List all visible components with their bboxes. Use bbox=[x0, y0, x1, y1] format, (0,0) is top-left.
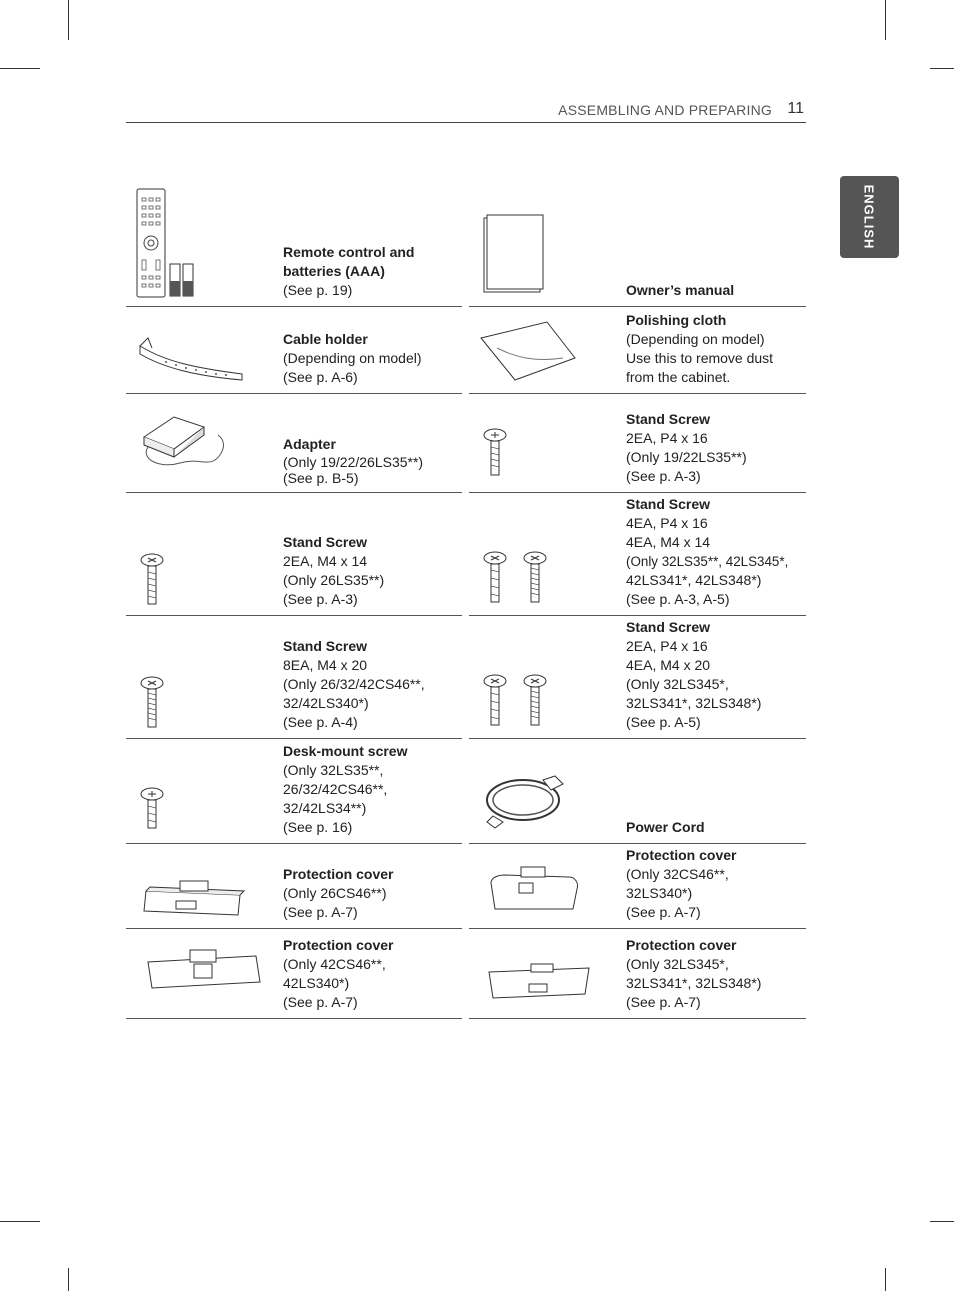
table-row bbox=[126, 306, 806, 393]
screw-pair-icon bbox=[469, 615, 619, 738]
protection-cover-icon bbox=[469, 843, 619, 928]
power-cord-icon bbox=[469, 738, 619, 843]
item-detail: 4EA, M4 x 14 bbox=[626, 534, 711, 550]
item-detail: (Depending on model) bbox=[626, 331, 765, 347]
language-tab bbox=[840, 176, 899, 258]
item-detail: (Only 32LS35**, 42LS345*, bbox=[626, 554, 789, 569]
item-title: Stand Screw bbox=[283, 534, 368, 550]
item-description bbox=[626, 818, 804, 837]
item-detail: 2EA, P4 x 16 bbox=[626, 638, 708, 654]
table-row bbox=[126, 928, 806, 1018]
table-row bbox=[126, 738, 806, 843]
table-cell bbox=[469, 738, 806, 844]
screw-icon bbox=[469, 393, 619, 492]
table-cell bbox=[126, 615, 462, 739]
table-cell bbox=[126, 738, 462, 844]
item-detail: (See p. A-3) bbox=[626, 468, 701, 484]
crop-mark bbox=[0, 1221, 40, 1222]
item-description bbox=[626, 311, 804, 387]
item-description bbox=[626, 618, 804, 732]
crop-mark bbox=[930, 1221, 954, 1222]
crop-mark bbox=[0, 68, 40, 69]
item-title: Protection cover bbox=[283, 937, 394, 953]
crop-mark bbox=[930, 68, 954, 69]
table-cell bbox=[126, 306, 462, 394]
item-detail: (Only 32LS345*, bbox=[626, 956, 729, 972]
item-detail: (Only 19/22LS35**) bbox=[626, 449, 747, 465]
table-cell bbox=[469, 180, 806, 307]
item-detail: (Only 26CS46**) bbox=[283, 885, 387, 901]
item-detail: (Depending on model) bbox=[283, 350, 422, 366]
item-detail: (Only 26LS35**) bbox=[283, 572, 385, 588]
item-description bbox=[283, 243, 461, 300]
table-cell bbox=[469, 306, 806, 394]
item-description bbox=[626, 281, 804, 300]
section-title: ASSEMBLING AND PREPARING bbox=[558, 102, 772, 118]
item-detail: (See p. A-5) bbox=[626, 714, 701, 730]
item-detail: (See p. B-5) bbox=[283, 470, 359, 486]
item-detail: (Only 32LS35**, bbox=[283, 762, 384, 778]
item-title: Stand Screw bbox=[283, 638, 368, 654]
item-detail: 2EA, M4 x 14 bbox=[283, 553, 368, 569]
screw-pair-icon bbox=[469, 492, 619, 615]
item-detail: (See p. A-3) bbox=[283, 591, 358, 607]
item-title: Polishing cloth bbox=[626, 312, 727, 328]
page-number: 11 bbox=[787, 100, 804, 117]
crop-mark bbox=[885, 0, 886, 40]
screw-icon bbox=[126, 492, 276, 615]
table-row bbox=[126, 492, 806, 615]
item-detail: (See p. A-7) bbox=[283, 994, 358, 1010]
item-title: Protection cover bbox=[626, 937, 737, 953]
item-detail: (Only 26/32/42CS46**, bbox=[283, 676, 425, 692]
item-detail: 8EA, M4 x 20 bbox=[283, 657, 368, 673]
item-title: Stand Screw bbox=[626, 411, 711, 427]
item-detail: (See p. A-3, A-5) bbox=[626, 591, 730, 607]
item-detail: (See p. 16) bbox=[283, 819, 353, 835]
item-description bbox=[283, 936, 461, 1012]
table-row bbox=[126, 843, 806, 928]
item-detail: 42LS340*) bbox=[283, 975, 350, 991]
protection-cover-icon bbox=[126, 928, 276, 1018]
item-title: Stand Screw bbox=[626, 496, 711, 512]
item-detail: (See p. A-7) bbox=[626, 904, 701, 920]
item-title: Protection cover bbox=[283, 866, 394, 882]
item-description bbox=[283, 533, 461, 609]
item-detail: (Only 32CS46**, bbox=[626, 866, 729, 882]
table-cell bbox=[126, 180, 462, 307]
page-header bbox=[126, 100, 806, 123]
item-description bbox=[283, 330, 461, 387]
table-cell bbox=[126, 492, 462, 616]
table-cell bbox=[126, 928, 462, 1019]
item-description bbox=[626, 495, 806, 609]
item-detail: (Only 19/22/26LS35**) bbox=[283, 454, 424, 470]
item-description bbox=[626, 846, 804, 922]
table-row bbox=[126, 180, 806, 306]
table-cell bbox=[469, 928, 806, 1019]
crop-mark bbox=[885, 1268, 886, 1291]
remote-control-icon bbox=[126, 180, 276, 306]
item-description bbox=[283, 865, 461, 922]
protection-cover-icon bbox=[126, 843, 276, 928]
adapter-icon bbox=[126, 393, 276, 492]
language-tab-label: ENGLISH bbox=[861, 184, 877, 250]
item-title: Owner’s manual bbox=[626, 282, 735, 298]
item-detail: 4EA, P4 x 16 bbox=[626, 515, 708, 531]
table-cell bbox=[469, 843, 806, 929]
item-description bbox=[626, 936, 804, 1012]
item-description bbox=[283, 742, 461, 837]
crop-mark bbox=[68, 0, 69, 40]
item-detail: (See p. 19) bbox=[283, 282, 353, 298]
table-cell bbox=[126, 843, 462, 929]
item-title: Protection cover bbox=[626, 847, 737, 863]
cable-holder-icon bbox=[126, 306, 276, 393]
crop-mark bbox=[68, 1268, 69, 1291]
item-detail: 42LS341*, 42LS348*) bbox=[626, 572, 762, 588]
item-detail: (See p. A-7) bbox=[626, 994, 701, 1010]
manual-icon bbox=[469, 180, 619, 306]
item-detail: from the cabinet. bbox=[626, 369, 731, 385]
table-cell bbox=[469, 393, 806, 493]
screw-icon bbox=[126, 738, 276, 843]
table-cell bbox=[469, 492, 806, 616]
item-detail: (See p. A-7) bbox=[283, 904, 358, 920]
item-title: Desk-mount screw bbox=[283, 743, 408, 759]
item-detail: (See p. A-6) bbox=[283, 369, 358, 385]
polishing-cloth-icon bbox=[469, 306, 619, 393]
item-detail: Use this to remove dust bbox=[626, 350, 774, 366]
item-detail: 4EA, M4 x 20 bbox=[626, 657, 711, 673]
table-row bbox=[126, 615, 806, 738]
item-title: Stand Screw bbox=[626, 619, 711, 635]
item-detail: 32/42LS34**) bbox=[283, 800, 367, 816]
item-detail: 32/42LS340*) bbox=[283, 695, 369, 711]
item-title: Adapter bbox=[283, 436, 336, 452]
item-detail: (Only 42CS46**, bbox=[283, 956, 386, 972]
item-detail: (See p. A-4) bbox=[283, 714, 358, 730]
item-title: Power Cord bbox=[626, 819, 705, 835]
item-detail: 32LS341*, 32LS348*) bbox=[626, 975, 762, 991]
item-description bbox=[283, 637, 461, 732]
item-description bbox=[626, 410, 804, 486]
item-title: Cable holder bbox=[283, 331, 368, 347]
protection-cover-icon bbox=[469, 928, 619, 1018]
screw-icon bbox=[126, 615, 276, 738]
item-title: Remote control and batteries (AAA) bbox=[283, 244, 415, 279]
table-cell bbox=[469, 615, 806, 739]
item-detail: 32LS340*) bbox=[626, 885, 693, 901]
table-cell bbox=[126, 393, 462, 493]
item-detail: (Only 32LS345*, bbox=[626, 676, 729, 692]
item-detail: 26/32/42CS46**, bbox=[283, 781, 388, 797]
item-description bbox=[283, 435, 461, 486]
item-detail: 2EA, P4 x 16 bbox=[626, 430, 708, 446]
item-detail: 32LS341*, 32LS348*) bbox=[626, 695, 762, 711]
table-row bbox=[126, 393, 806, 492]
